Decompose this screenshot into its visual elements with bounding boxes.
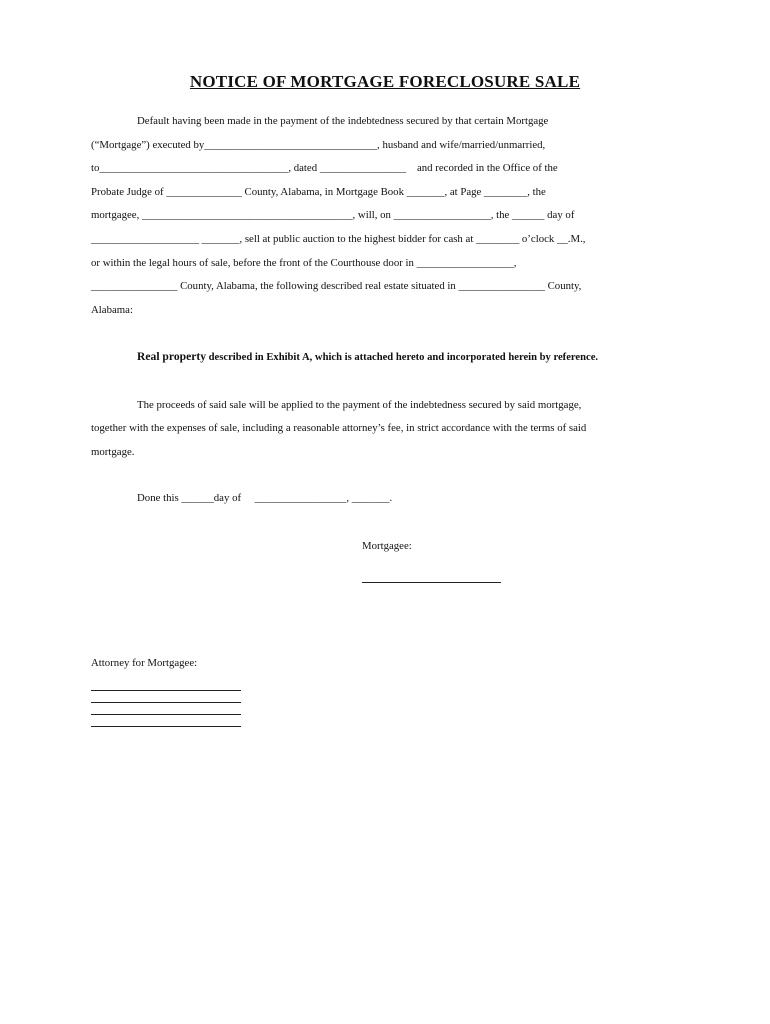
page-title: NOTICE OF MORTGAGE FORECLOSURE SALE — [189, 72, 581, 91]
paragraph-line: (“Mortgage”) executed by________________________________, husband and wife/married/unmarried, — [91, 139, 546, 151]
paragraph-line: ________________ County, Alabama, the following described real estate situated in ________________ County, — [91, 280, 582, 292]
paragraph-line: Default having been made in the payment of the indebtedness secured by that certain Mortgage — [137, 115, 549, 127]
attorney-label: Attorney for Mortgagee: — [91, 657, 198, 669]
property-description-rest: described in Exhibit A, which is attached hereto and incorporated herein by reference. — [206, 352, 599, 363]
paragraph-line: mortgagee, _______________________________________, will, on __________________, the ______ day of — [91, 209, 575, 221]
property-description-lead: Real property — [137, 350, 207, 363]
attorney-address-line — [91, 702, 241, 703]
mortgagee-label: Mortgagee: — [362, 540, 412, 552]
attorney-signature-line — [91, 690, 241, 691]
paragraph-line: or within the legal hours of sale, before the front of the Courthouse door in __________________, — [91, 257, 517, 269]
paragraph-line: Alabama: — [91, 304, 133, 316]
paragraph-line: The proceeds of said sale will be applied to the payment of the indebtedness secured by said mortgage, — [137, 399, 582, 411]
paragraph-line: ____________________ _______, sell at public auction to the highest bidder for cash at ________ o’clock __.M., — [91, 233, 586, 245]
property-description — [137, 350, 657, 364]
attorney-address-line — [91, 714, 241, 715]
attorney-address-line — [91, 726, 241, 727]
paragraph-line: Probate Judge of ______________ County, Alabama, in Mortgage Book _______, at Page ________, the — [91, 186, 546, 198]
paragraph-line: mortgage. — [91, 446, 135, 458]
mortgagee-signature-line — [362, 582, 501, 583]
paragraph-line: together with the expenses of sale, including a reasonable attorney’s fee, in strict accordance with the terms of said — [91, 422, 587, 434]
paragraph-line: to___________________________________, dated ________________ and recorded in the Office of the — [91, 162, 558, 174]
done-this-line: Done this ______day of _________________, _______. — [137, 492, 393, 504]
